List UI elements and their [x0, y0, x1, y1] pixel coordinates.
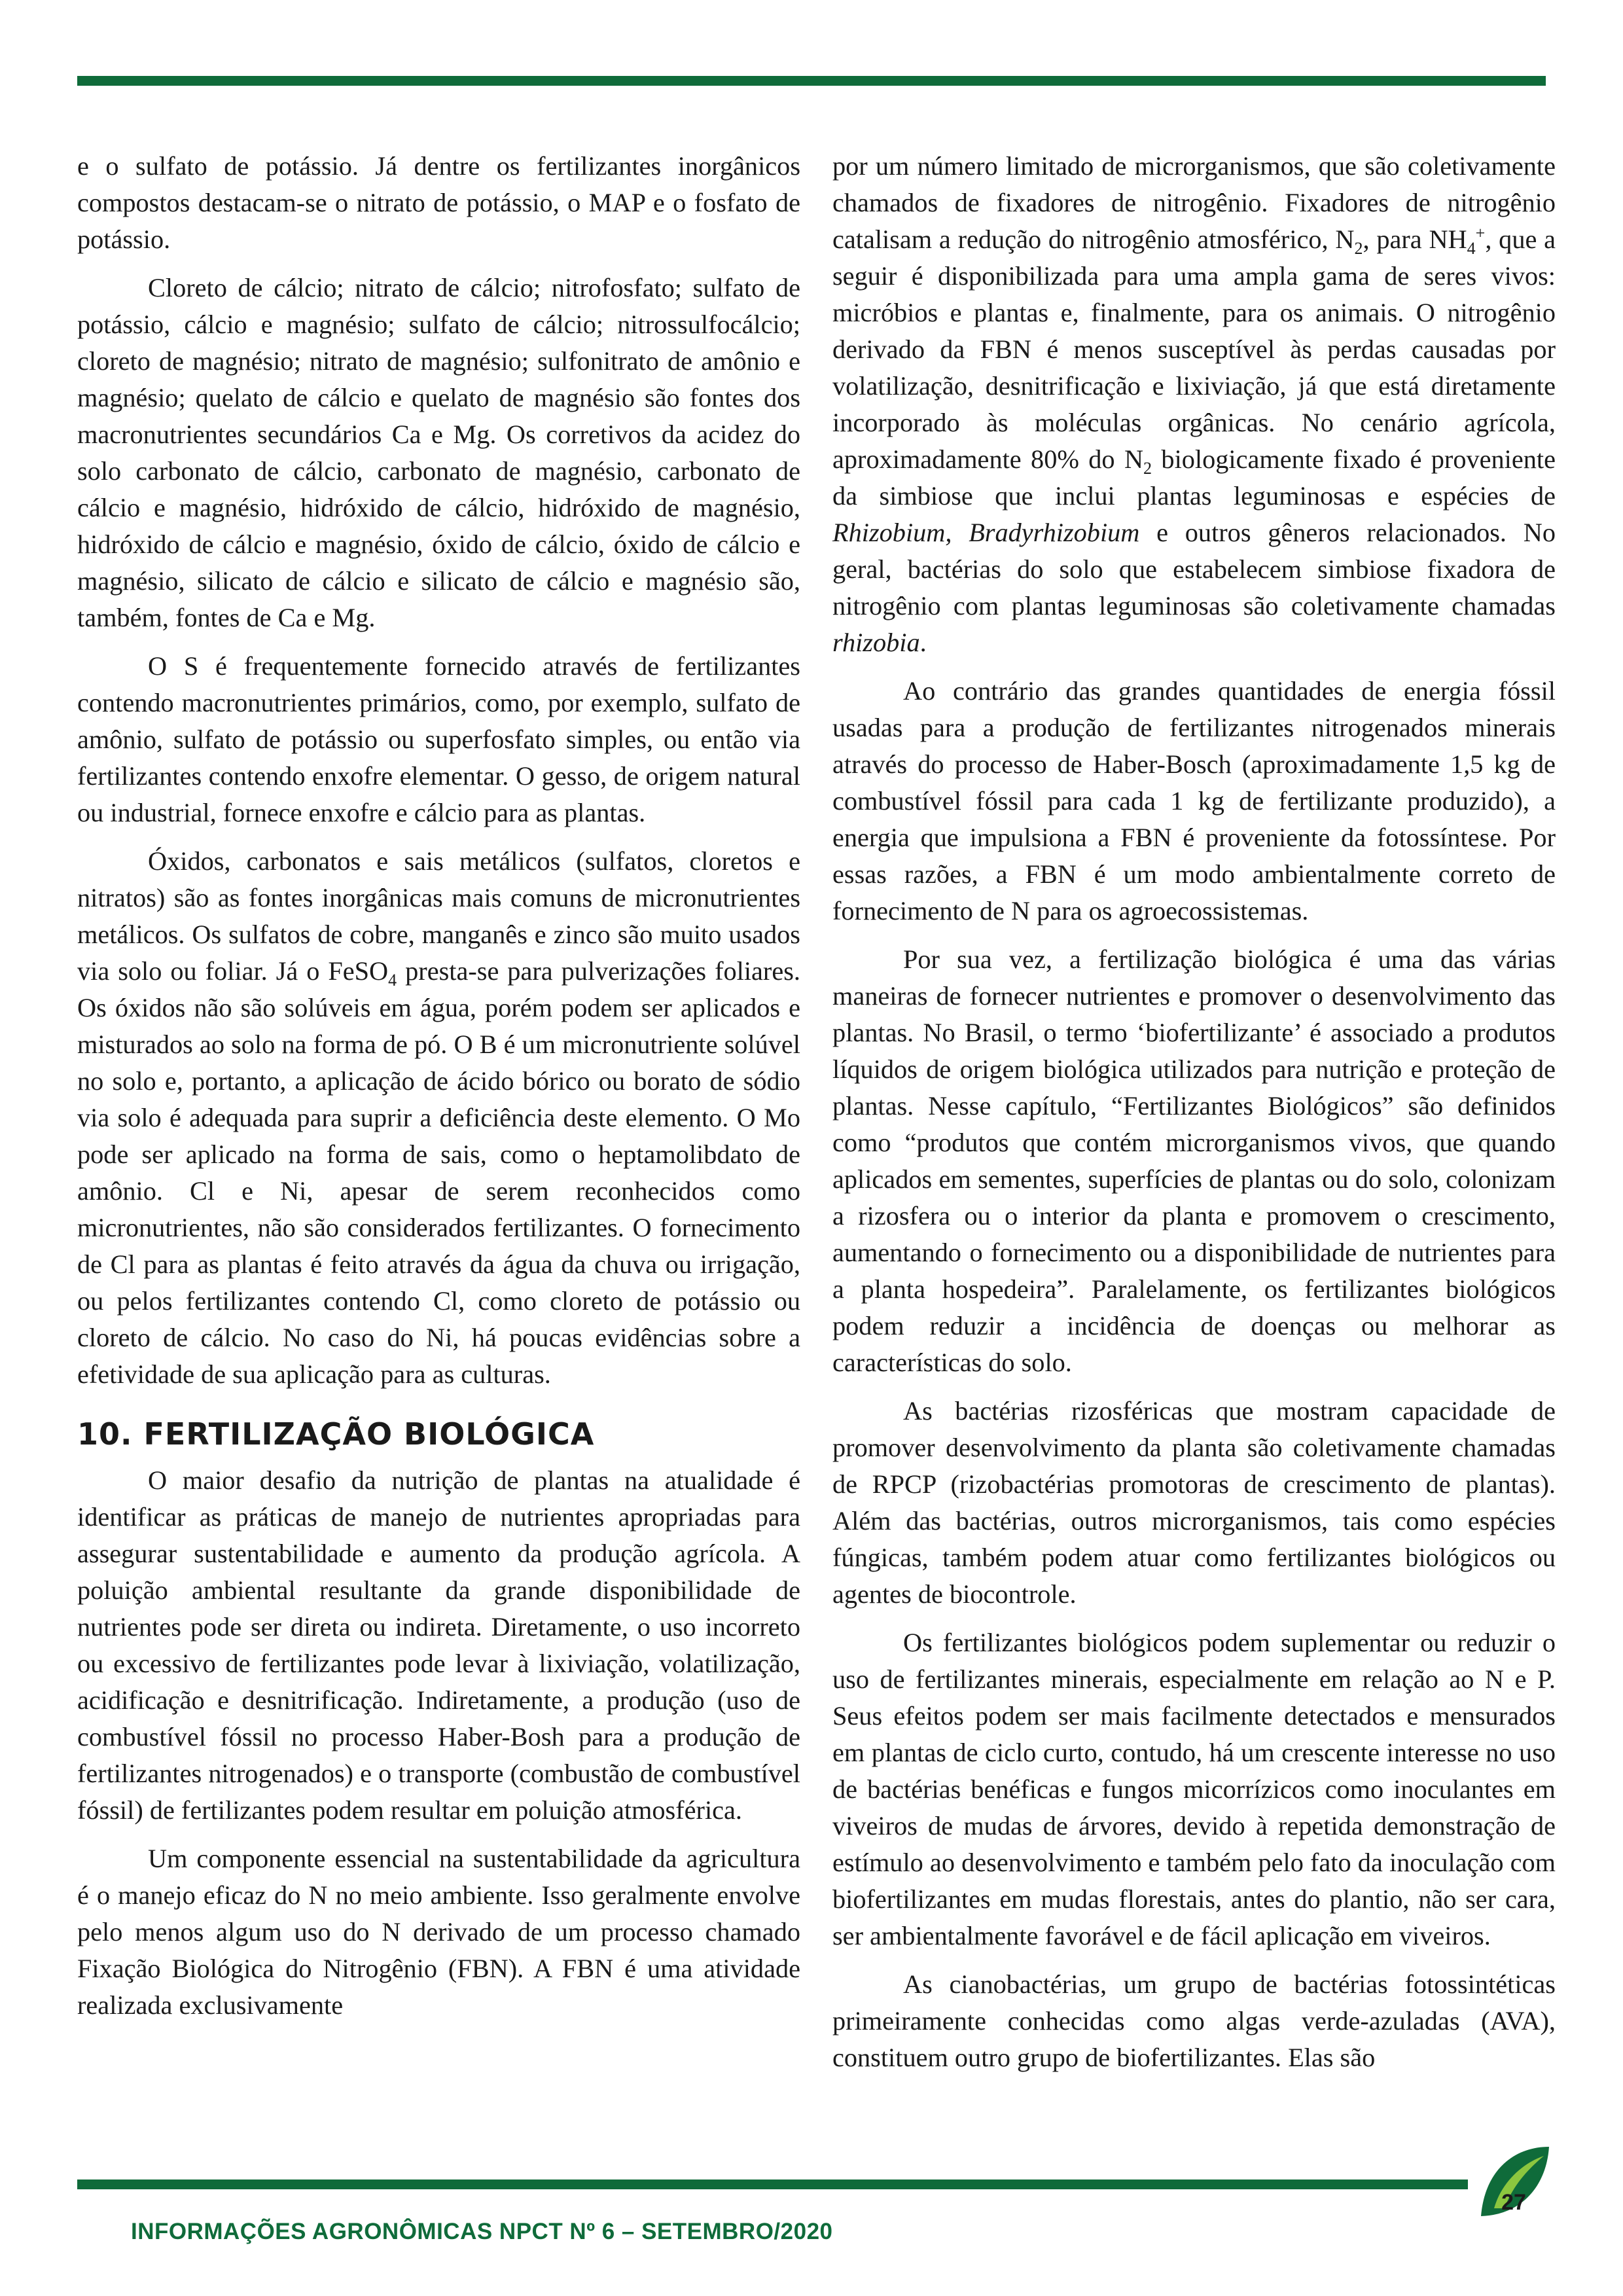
paragraph: Os fertilizantes biológicos podem suplementar ou reduzir o uso de fertilizantes minerais, especialmente em relação ao N e P. Seus efeitos podem ser mais facilmente detectados e mensurados em plantas de ciclo curto, contudo, há um crescente interesse no uso de bactérias benéficas e fungos micorrízicos como inoculantes em viveiros de mudas de árvores, devido à repetida demonstração de estímulo ao desenvolvimento e também pelo fato da inoculação com biofertilizantes em mudas florestais, antes do plantio, não ser cara, ser ambientalmente favorável e de fácil aplicação em viveiros. [832, 1628, 1556, 1950]
paragraph: Um componente essencial na sustentabilidade da agricultura é o manejo eficaz do N no meio ambiente. Isso geralmente envolve pelo menos algum uso do N derivado de um processo chamado Fixação Biológica do Nitrogênio (FBN). A FBN é uma atividade realizada exclusivamente [77, 1844, 800, 2020]
page-number: 27 [1501, 2190, 1526, 2215]
journal-footer: INFORMAÇÕES AGRONÔMICAS NPCT Nº 6 – SETEMBRO/2020 [131, 2219, 833, 2244]
section-heading: 10. FERTILIZAÇÃO BIOLÓGICA [77, 1416, 595, 1452]
superscript: + [1475, 223, 1486, 243]
text-run: . [919, 628, 927, 657]
subscript: 2 [1143, 459, 1152, 478]
text-run: por um número limitado de microrganismos, que são coletivamente chamados de fixadores de nitrogênio. Fixadores de nitrogênio catalisam a redução do nitrogênio atmosférico, N [832, 151, 1556, 254]
italic-run: Rhizobium, Bradyrhizobium [832, 518, 1140, 547]
paragraph: As bactérias rizosféricas que mostram capacidade de promover desenvolvimento da planta são coletivamente chamadas de RPCP (rizobactérias promotoras de crescimento de plantas). Além das bactérias, outros microrganismos, tais como espécies fúngicas, também podem atuar como fertilizantes biológicos ou agentes de biocontrole. [832, 1396, 1556, 1609]
header-rule [77, 76, 1546, 86]
paragraph: O maior desafio da nutrição de plantas na atualidade é identificar as práticas de manejo de nutrientes apropriadas para assegurar sustentabilidade e aumento da produção agrícola. A poluição ambiental resultante da grande disponibilidade de nutrientes pode ser direta ou indireta. Diretamente, o uso incorreto ou excessivo de fertilizantes pode levar à lixiviação, volatilização, acidificação e desnitrificação. Indiretamente, a produção (uso de combustível fóssil no processo Haber-Bosh para a produção de fertilizantes nitrogenados) e o transporte (combustão de combustível fóssil) de fertilizantes podem resultar em poluição atmosférica. [77, 1465, 800, 1825]
paragraph: Cloreto de cálcio; nitrato de cálcio; nitrofosfato; sulfato de potássio, cálcio e magnésio; sulfato de cálcio; nitrossulfocálcio; cloreto de magnésio; nitrato de magnésio; sulfonitrato de amônio e magnésio; quelato de cálcio e quelato de magnésio são fontes dos macronutrientes secundários Ca e Mg. Os corretivos da acidez do solo carbonato de cálcio, carbonato de magnésio, carbonato de cálcio e magnésio, hidróxido de cálcio, hidróxido de magnésio, hidróxido de cálcio e magnésio, óxido de cálcio, óxido de cálcio e magnésio, silicato de cálcio e silicato de cálcio e magnésio são, também, fontes de Ca e Mg. [77, 273, 800, 632]
paragraph [832, 148, 1556, 661]
subscript: 4 [1467, 239, 1476, 259]
paragraph: O S é frequentemente fornecido através de fertilizantes contendo macronutrientes primários, como, por exemplo, sulfato de amônio, sulfato de potássio ou superfosfato simples, ou então via fertilizantes contendo enxofre elementar. O gesso, de origem natural ou industrial, fornece enxofre e cálcio para as plantas. [77, 651, 800, 827]
text-run: , que a seguir é disponibilizada para uma ampla gama de seres vivos: micróbios e plantas e, finalmente, para os animais. O nitrogênio derivado da FBN é menos susceptível às perdas causadas por volatilização, desnitrificação e lixiviação, já que está diretamente incorporado às moléculas orgânicas. No cenário agrícola, aproximadamente 80% do N [832, 224, 1556, 474]
right-column [832, 148, 1556, 2088]
text-run: biologicamente fixado é proveniente da simbiose que inclui plantas leguminosas e espécies de [832, 444, 1556, 511]
text-run: , para NH [1363, 224, 1467, 254]
paragraph: As cianobactérias, um grupo de bactérias fotossintéticas primeiramente conhecidas como algas verde-azuladas (AVA), constituem outro grupo de biofertilizantes. Elas são [832, 1969, 1556, 2072]
subscript: 2 [1354, 239, 1363, 259]
text-run: Óxidos, carbonatos e sais metálicos (sulfatos, cloretos e nitratos) são as fontes inorgânicas mais comuns de micronutrientes metálicos. Os sulfatos de cobre, manganês e zinco são muito usados via solo ou foliar. Já o FeSO [77, 846, 800, 986]
left-column [77, 148, 800, 2036]
paragraph: Ao contrário das grandes quantidades de energia fóssil usadas para a produção de fertilizantes nitrogenados minerais através do processo de Haber-Bosch (aproximadamente 1,5 kg de combustível fóssil para cada 1 kg de fertilizante produzido), a energia que impulsiona a FBN é proveniente da fotossíntese. Por essas razões, a FBN é um modo ambientalmente correto de fornecimento de N para os agroecossistemas. [832, 676, 1556, 925]
subscript: 4 [388, 971, 397, 990]
paragraph [77, 843, 800, 1393]
paragraph: Por sua vez, a fertilização biológica é uma das várias maneiras de fornecer nutrientes e promover o desenvolvimento das plantas. No Brasil, o termo ‘biofertilizante’ é associado a produtos líquidos de origem biológica utilizados para nutrição e proteção de plantas. Nesse capítulo, “Fertilizantes Biológicos” são definidos como “produtos que contém microrganismos vivos, que quando aplicados em sementes, superfícies de plantas ou do solo, colonizam a rizosfera ou o interior da planta e promovem o crescimento, aumentando o fornecimento ou a disponibilidade de nutrientes para a planta hospedeira”. Paralelamente, os fertilizantes biológicos podem reduzir a incidência de doenças ou melhorar as características do solo. [832, 944, 1556, 1377]
text-run: presta-se para pulverizações foliares. Os óxidos não são solúveis em água, porém podem ser aplicados e misturados ao solo na forma de pó. O B é um micronutriente solúvel no solo e, portanto, a aplicação de ácido bórico ou borato de sódio via solo é adequada para suprir a deficiência deste elemento. O Mo pode ser aplicado na forma de sais, como o heptamolibdato de amônio. Cl e Ni, apesar de serem reconhecidos como micronutrientes, não são considerados fertilizantes. O fornecimento de Cl para as plantas é feito através da água da chuva ou irrigação, ou pelos fertilizantes contendo Cl, como cloreto de potássio ou cloreto de cálcio. No caso do Ni, há poucas evidências sobre a efetividade de sua aplicação para as culturas. [77, 956, 800, 1389]
paragraph: e o sulfato de potássio. Já dentre os fertilizantes inorgânicos compostos destacam-se o nitrato de potássio, o MAP e o fosfato de potássio. [77, 151, 800, 254]
footer-rule [77, 2179, 1468, 2189]
text-run: e outros gêneros relacionados. No geral, bactérias do solo que estabelecem simbiose fixadora de nitrogênio com plantas leguminosas são coletivamente chamadas [832, 518, 1556, 620]
italic-run: rhizobia [832, 628, 920, 657]
